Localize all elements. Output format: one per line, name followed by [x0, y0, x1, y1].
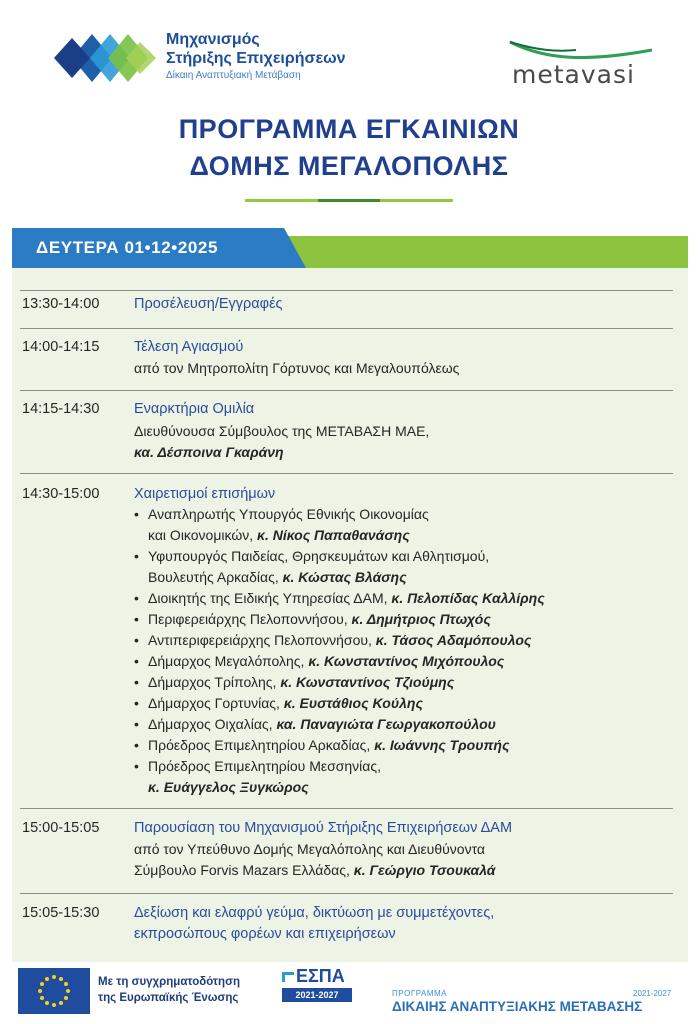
bullet-dot: • [134, 548, 139, 564]
official-line [148, 527, 410, 543]
official-role: Βουλευτής Αρκαδίας, [148, 569, 279, 585]
eu-cofunding-line1: Με τη συγχρηματοδότηση [98, 976, 240, 988]
item-title: Δεξίωση και ελαφρύ γεύμα, δικτύωση με συμμετέχοντες, [134, 905, 495, 921]
logo-tagline: Δίκαιη Αναπτυξιακή Μετάβαση [166, 70, 301, 81]
official-role: Πρόεδρος Επιμελητηρίου Αρκαδίας, [148, 737, 371, 753]
divider [20, 390, 673, 391]
official-role: Αντιπεριφερειάρχης Πελοποννήσου, [148, 632, 372, 648]
program-name: ΔΙΚΑΙΗΣ ΑΝΑΠΤΥΞΙΑΚΗΣ ΜΕΤΑΒΑΣΗΣ [392, 999, 643, 1014]
official-role: Περιφερειάρχης Πελοποννήσου, [148, 611, 348, 627]
eu-cofunding-line2: της Ευρωπαϊκής Ένωσης [98, 992, 239, 1004]
eu-flag-icon [18, 968, 90, 1014]
official-line [148, 569, 407, 585]
official-role: Δήμαρχος Μεγαλόπολης, [148, 653, 305, 669]
official-role: και Οικονομικών, [148, 527, 254, 543]
official-role: Διοικητής της Ειδικής Υπηρεσίας ΔΑΜ, [148, 590, 388, 606]
espa-years: 2021-2027 [282, 988, 352, 1002]
espa-wordmark: ΕΣΠΑ [296, 966, 345, 986]
metavasi-wordmark: metavasi [512, 60, 635, 89]
mechanism-logo-icon [52, 26, 158, 90]
item-time: 14:30-15:00 [22, 486, 100, 502]
official-line [148, 737, 509, 753]
divider [20, 473, 673, 474]
bullet-dot: • [134, 611, 139, 627]
item-title: Εναρκτήρια Ομιλία [134, 401, 255, 417]
item-time: 14:00-14:15 [22, 339, 100, 355]
page-title-line2: ΔΟΜΗΣ ΜΕΓΑΛΟΠΟΛΗΣ [189, 151, 509, 181]
date-label: ΔΕΥΤΕΡΑ 01•12•2025 [36, 238, 219, 257]
official-name: κ. Ευστάθιος Κούλης [283, 695, 423, 711]
official-line [148, 632, 531, 648]
official-name: κ. Ευάγγελος Ξυγκώρος [148, 779, 309, 795]
bullet-dot: • [134, 695, 139, 711]
official-role: Δήμαρχος Οιχαλίας, [148, 716, 273, 732]
item-time: 14:15-14:30 [22, 401, 100, 417]
logo-title-line2: Στήριξης Επιχειρήσεων [166, 50, 346, 67]
speaker-name: κ. Γεώργιο Τσουκαλά [353, 862, 496, 878]
divider [20, 290, 673, 291]
item-time: 13:30-14:00 [22, 296, 100, 312]
official-name: κ. Κώστας Βλάσης [282, 569, 407, 585]
bullet-dot: • [134, 716, 139, 732]
divider [20, 893, 673, 894]
official-role: Δήμαρχος Τρίπολης, [148, 674, 277, 690]
item-title: Παρουσίαση του Μηχανισμού Στήριξης Επιχειρήσεων ΔΑΜ [134, 820, 513, 836]
item-time: 15:00-15:05 [22, 820, 100, 836]
item-time: 15:05-15:30 [22, 905, 100, 921]
logo-title-line1: Μηχανισμός [166, 31, 260, 48]
title-divider-accent [318, 199, 380, 202]
bullet-dot: • [134, 590, 139, 606]
item-detail: από τον Υπεύθυνο Δομής Μεγαλόπολης και Διευθύνοντα [134, 841, 485, 857]
official-role: Πρόεδρος Επιμελητηρίου Μεσσηνίας, [148, 758, 382, 774]
official-role: Υφυπουργός Παιδείας, Θρησκευμάτων και Αθλητισμού, [148, 548, 490, 564]
metavasi-swoosh-icon [506, 36, 656, 62]
speaker-name: κα. Δέσποινα Γκαράνη [134, 444, 284, 460]
bullet-dot: • [134, 737, 139, 753]
program-label: ΠΡΟΓΡΑΜΜΑ [392, 989, 447, 998]
official-line [148, 716, 496, 732]
item-detail: από τον Μητροπολίτη Γόρτυνος και Μεγαλουπόλεως [134, 360, 460, 376]
official-role: Δήμαρχος Γορτυνίας, [148, 695, 280, 711]
official-line [148, 695, 423, 711]
item-detail [134, 862, 495, 878]
divider [20, 808, 673, 809]
bullet-dot: • [134, 506, 139, 522]
official-name: κ. Νίκος Παπαθανάσης [257, 527, 410, 543]
metavasi-logo [506, 36, 656, 88]
bullet-dot: • [134, 632, 139, 648]
item-title: Τέλεση Αγιασμού [134, 339, 244, 355]
official-name: κ. Κωνσταντίνος Μιχόπουλος [308, 653, 505, 669]
official-name: κ. Τάσος Αδαμόπουλος [375, 632, 532, 648]
official-role: Αναπληρωτής Υπουργός Εθνικής Οικονομίας [148, 506, 429, 522]
item-title-cont: εκπροσώπους φορέων και επιχειρήσεων [134, 926, 396, 942]
item-title: Χαιρετισμοί επισήμων [134, 486, 276, 502]
speaker-role: Σύμβουλο Forvis Mazars Ελλάδας, [134, 862, 350, 878]
bullet-dot: • [134, 758, 139, 774]
program-years: 2021-2027 [633, 989, 672, 998]
bullet-dot: • [134, 653, 139, 669]
official-name: κ. Δημήτριος Πτωχός [351, 611, 491, 627]
bullet-dot: • [134, 674, 139, 690]
official-name: κα. Παναγιώτα Γεωργακοπούλου [276, 716, 496, 732]
mechanism-logo [52, 26, 392, 94]
item-detail: Διευθύνουσα Σύμβουλος της ΜΕΤΑΒΑΣΗ ΜΑΕ, [134, 423, 430, 439]
official-name: κ. Ιωάννης Τρουπής [374, 737, 510, 753]
official-line [148, 590, 545, 606]
official-line [148, 674, 454, 690]
divider [20, 328, 673, 329]
page-title-line1: ΠΡΟΓΡΑΜΜΑ ΕΓΚΑΙΝΙΩΝ [178, 114, 520, 144]
official-line [148, 653, 504, 669]
official-line [148, 611, 491, 627]
official-name: κ. Πελοπίδας Καλλίρης [391, 590, 545, 606]
official-name: κ. Κωνσταντίνος Τζιούμης [280, 674, 455, 690]
item-title: Προσέλευση/Εγγραφές [134, 296, 283, 312]
